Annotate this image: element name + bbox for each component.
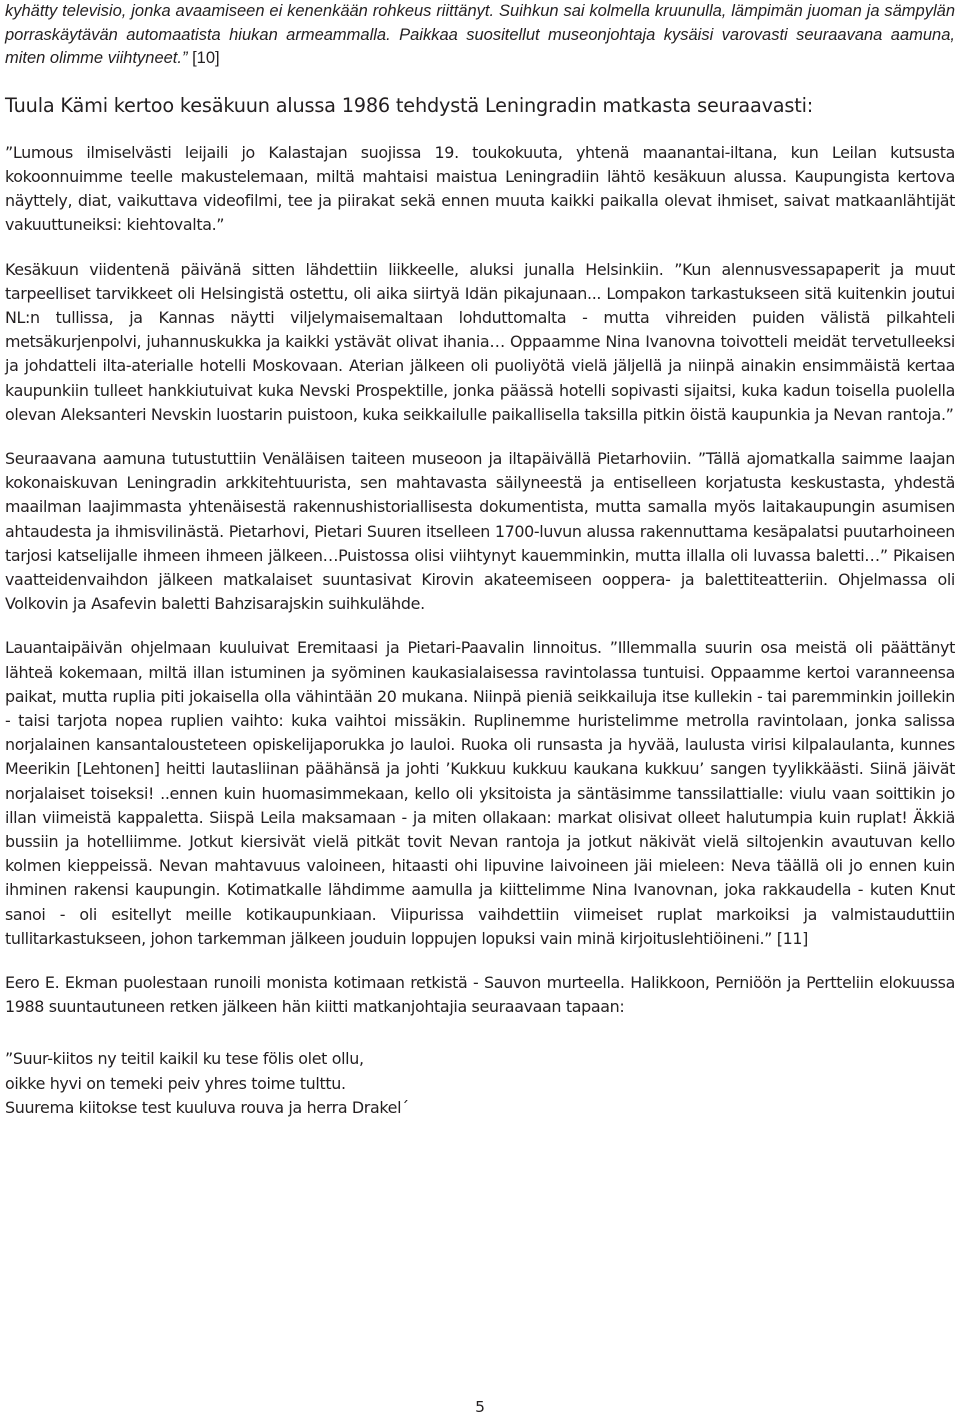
intro-text: kyhätty televisio, jonka avaamiseen ei kenenkään rohkeus riittänyt. Suihkun sai kolmella kruunulla, lämpimän juoman ja sämpylän porraskäytävän automaatista hiukan armeammalla. Paikkaa suositellut museonjohtaja kysäisi varovasti seuraavana aamuna, miten olimme viihtyneet.”: [5, 2, 955, 68]
footnote-reference: [10]: [192, 49, 220, 68]
section-heading: Tuula Kämi kertoo kesäkuun alussa 1986 tehdystä Leningradin matkasta seuraavasti:: [5, 93, 814, 117]
poem-line: oikke hyvi on temeki peiv yhres toime tulttu.: [5, 1073, 346, 1093]
paragraph-pietarhovi: Seuraavana aamuna tutustuttiin Venäläisen taiteen museoon ja iltapäivällä Pietarhoviin. ”Tällä ajomatkalla saimme laajan kokonaiskuvan Leningradin arkkitehtuurista, sen mahtavasta säilyneestä ja entiselleen korjatusta keskustasta, yhdestä maailman laajimmasta yhtenäisestä rakennushistoriallisesta dokumentista, mutta samalla myös laitakaupungin asumisen ahtaudesta ja ihmisvilinästä. Pietarhovi, Pietari Suuren itselleen 1700-luvun alussa rakennuttama kesäpalatsi puutarhoineen tarjosi katselijalle ihmeen ihmeen jälkeen…Puistossa olisi viihtynyt kauemminkin, mutta illalla oli luvassa baletti…” Pikaisen vaatteidenvaihdon jälkeen matkalaiset suuntasivat Kirovin akateemiseen ooppera- ja balettiteatteriin. Ohjelmassa oli Volkovin ja Asafevin baletti Bahzisarajskin suihkulähde.: [5, 449, 955, 614]
page-number: 5: [475, 1398, 485, 1416]
poem-block: [5, 1047, 955, 1120]
paragraph-lauantai: Lauantaipäivän ohjelmaan kuuluivat Eremitaasi ja Pietari-Paavalin linnoitus. ”Illemmalla suurin osa meistä oli päättänyt lähteä kokemaan, miltä illan istuminen ja syöminen kaukasialaisessa ravintolassa tuntuisi. Oppaamme kertoi varanneensa paikat, mutta ruplia piti jokaisella olla vähintään 20 mukana. Niinpä pieniä seikkailuja itse kullekin - tai paremminkin joillekin - taisi tarjota nopea ruplien vaihto: kuka vaihtoi missäkin. Ruplinemme huristelimme metrolla ravintolaan, jonka salissa norjalainen kansantalousteteen opiskelijaporukka jo lauloi. Ruoka oli runsasta ja hyvää, laulusta virisi kilpalaulanta, kunnes Meerikin [Lehtonen] heitti lautasliinan päähänsä ja johti ’Kukkuu kukkuu kaukana kukkuu’ sangen tyylikkäästi. Siinä jäivät norjalaiset toiseksi! ..ennen kuin huomasimmekaan, kello oli yksitoista ja säntäsimme tanssilattialle: viulu vaan soittikin jo illan viimeistä kappaletta. Siispä Leila maksamaan - ja miten ollakaan: markat olisivat olleet halutumpia kuin ruplat! Äkkiä bussiin ja hotelliimme. Jotkut kiersivät vielä pitkät tovit Nevan rantoja ja jotkut näkivät vielä siltojenkin avautuvan kello kolmen kieppeissä. Nevan mahtavuus valoineen, hitaasti ohi lipuvine laivoineen jäi mieleen: Neva täällä oli jo ennen kuin ihminen rakensi kaupungin. Kotimatkalle lähdimme aamulla ja kiittelimme Nina Ivanovnan, joka rakkaudella - kuten Knut sanoi - oli esitellyt meille kotikaupunkiaan. Viipurissa vaihdettiin viimeiset ruplat markoiksi ja valmistauduttiin tullitarkastukseen, johon tarkemman jälkeen jouduin loppujen lopuksi vain minä kirjoituslehtiöineni.” [11]: [5, 638, 955, 948]
paragraph-lumous: ”Lumous ilmiselvästi leijaili jo Kalastajan suojissa 19. toukokuuta, yhtenä maanantai-iltana, kun Leilan kutsusta kokoonnuimme teelle makustelemaan, miltä mahtaisi maistua Leningradiin lähtö kesäkuun alussa. Kaupungista kertova näyttely, diat, vaikuttava videofilmi, tee ja piirakat sekä ennen muuta kaikki paikalla olevat ihmiset, saivat matkaanlähtijät vakuuttuneiksi: kiehtovalta.”: [5, 142, 955, 235]
poem-line: ”Suur-kiitos ny teitil kaikil ku tese fölis olet ollu,: [5, 1049, 364, 1069]
intro-paragraph: [5, 0, 955, 71]
paragraph-helsinki: Kesäkuun viidentenä päivänä sitten lähdettiin liikkeelle, aluksi junalla Helsinkiin. ”Kun alennusvessapaperit ja muut tarpeelliset tarvikkeet oli Helsingistä ostettu, oli aika siirtyä Idän pikajunaan... Lompakon tarkastukseen sitä kuitenkin joutui NL:n tullissa, ja Kannas näytti viljelymaisemaltaan lohduttomalta - mutta vihreiden puiden välistä pilkahteli metsäkurjenpolvi, juhannuskukka ja kaikki ystävät olivat ihania… Oppaamme Nina Ivanovna toivotteli meidät tervetulleeksi ja johdatteli ilta-aterialle hotelli Moskovaan. Aterian jälkeen oli puoliyötä vielä jäljellä ja niinpä ainakin ensimmäistä kertaa kaupunkiin tulleet hankkiutuivat kuka Nevski Prospektille, jonka päässä hotelli sopivasti sijaitsi, kuka kadun toisella puolella olevan Aleksanteri Nevskin luostarin puistoon, kuka seikkailulle paikallisella taksilla pitkin öistä kaupunkia ja Nevan rantoja.”: [5, 259, 955, 424]
paragraph-ekman: Eero E. Ekman puolestaan runoili monista kotimaan retkistä - Sauvon murteella. Halikkoon, Perniöön ja Pertteliin elokuussa 1988 suuntautuneen retken jälkeen hän kiitti matkanjohtajia seuraavaan tapaan:: [5, 973, 955, 1017]
page-content: [5, 0, 955, 1120]
poem-line: Suurema kiitokse test kuuluva rouva ja herra Drakel´: [5, 1097, 409, 1117]
